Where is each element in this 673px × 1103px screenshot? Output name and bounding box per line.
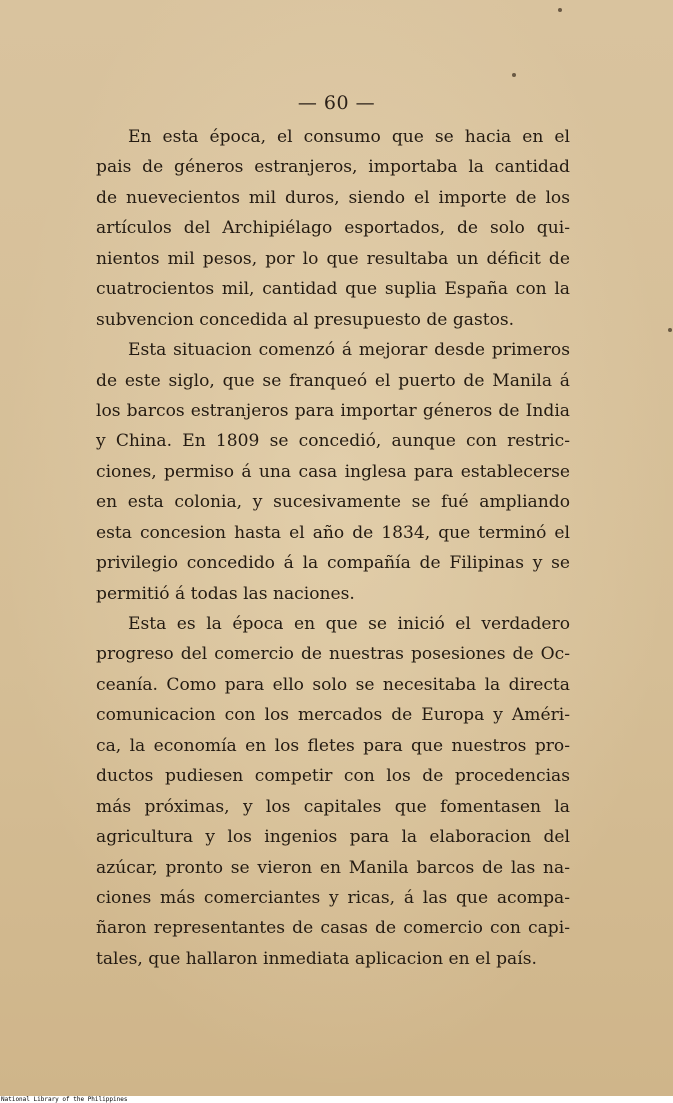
ink-speck [668, 328, 672, 332]
text-line: ciones más comerciantes y ricas, á las que acompa- [96, 887, 570, 908]
text-line: cuatrocientos mil, cantidad que suplia España con la [96, 279, 570, 300]
text-line: pais de géneros estranjeros, importaba la cantidad [96, 157, 570, 178]
text-line: privilegio concedido á la compañía de Filipinas y se [96, 553, 570, 574]
paragraph-3 [96, 609, 570, 974]
text-line: más próximas, y los capitales que fomentasen la [96, 796, 570, 817]
ink-speck [512, 73, 516, 77]
text-line: comunicacion con los mercados de Europa y Améri- [96, 705, 570, 726]
text-line: y China. En 1809 se concedió, aunque con restric- [96, 431, 570, 452]
text-line: permitió á todas las naciones. [96, 583, 355, 604]
text-line: azúcar, pronto se vieron en Manila barcos de las na- [96, 857, 570, 878]
text-line: los barcos estranjeros para importar géneros de India [96, 400, 570, 421]
text-line: Esta situacion comenzó á mejorar desde primeros [128, 340, 570, 361]
text-line: En esta época, el consumo que se hacia en el [128, 127, 570, 147]
page-number: — 60 — [297, 92, 376, 114]
text-line: de este siglo, que se franqueó el puerto de Manila á [96, 370, 570, 391]
body-text [96, 122, 570, 974]
text-line: tales, que hallaron inmediata aplicacion en el país. [96, 948, 537, 969]
text-line: esta concesion hasta el año de 1834, que terminó el [96, 522, 570, 543]
text-line: en esta colonia, y sucesivamente se fué ampliando [96, 492, 570, 513]
text-line: ñaron representantes de casas de comercio con capi- [96, 918, 570, 939]
paragraph-1 [96, 122, 570, 335]
text-line: de nuevecientos mil duros, siendo el importe de los [96, 187, 570, 208]
ink-speck [558, 8, 562, 12]
text-line: nientos mil pesos, por lo que resultaba un déficit de [96, 248, 570, 269]
text-line: ca, la economía en los fletes para que nuestros pro- [96, 735, 570, 756]
text-line: progreso del comercio de nuestras posesiones de Oc- [96, 644, 570, 665]
text-line: ciones, permiso á una casa inglesa para establecerse [96, 461, 570, 482]
text-line: ceanía. Como para ello solo se necesitaba la directa [96, 674, 570, 695]
text-line: ductos pudiesen competir con los de procedencias [96, 766, 570, 787]
text-line: artículos del Archipiélago esportados, de solo qui- [96, 218, 570, 239]
library-credit: National Library of the Philippines [1, 1096, 128, 1103]
text-line: subvencion concedida al presupuesto de gastos. [96, 309, 515, 330]
text-line: agricultura y los ingenios para la elaboracion del [96, 827, 570, 848]
paragraph-2 [96, 335, 570, 609]
text-line: Esta es la época en que se inició el verdadero [128, 614, 570, 634]
